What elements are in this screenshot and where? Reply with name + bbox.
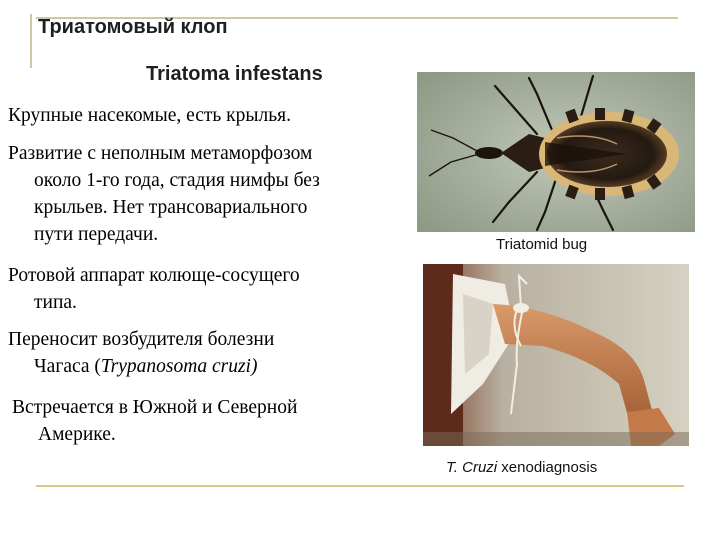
paragraph-development <box>8 140 408 248</box>
caption-species: T. Cruzi <box>446 459 498 476</box>
slide-subtitle: Triatoma infestans <box>146 63 323 85</box>
paragraph-line: типа. <box>34 292 77 313</box>
paragraph-mouthparts <box>8 262 408 316</box>
frame-left-line <box>30 14 32 68</box>
slide-title: Триатомовый клоп <box>38 16 228 38</box>
paragraph-line: Переносит возбудителя болезни <box>8 329 275 350</box>
bug-photo-caption: Triatomid bug <box>496 236 588 253</box>
paragraph-line: Развитие с неполным метаморфозом <box>8 143 313 164</box>
frame-bottom-line <box>36 485 684 487</box>
xenodiagnosis-photo <box>423 264 689 446</box>
paragraph-distribution <box>12 394 412 448</box>
paragraph-size-wings <box>8 102 408 129</box>
paragraph-line <box>8 353 408 380</box>
paragraph-line: крыльев. Нет трансовариального <box>34 197 308 218</box>
paragraph-line: Ротовой аппарат колюще-сосущего <box>8 265 300 286</box>
paragraph-line: около 1-го года, стадия нимфы без <box>34 170 320 191</box>
xenodiagnosis-caption <box>446 459 597 476</box>
paragraph-text: Чагаса ( <box>34 356 101 377</box>
paragraph-line: Крупные насекомые, есть крылья. <box>8 105 291 126</box>
paragraph-vector <box>8 326 408 380</box>
paragraph-line: пути передачи. <box>34 224 159 245</box>
pathogen-name: Trypanosoma cruzi) <box>100 356 258 377</box>
paragraph-line: Встречается в Южной и Северной <box>12 397 298 418</box>
triatomid-bug-photo <box>417 72 695 232</box>
caption-text: xenodiagnosis <box>497 459 598 476</box>
paragraph-line: Америке. <box>38 424 116 445</box>
